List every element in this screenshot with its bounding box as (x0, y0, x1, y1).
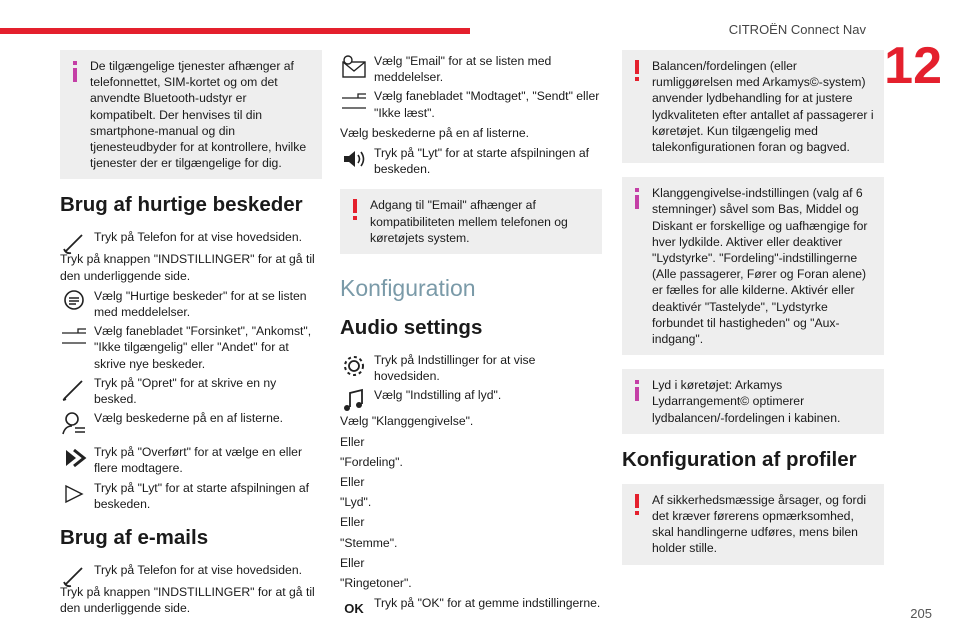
section-heading-configuration: Konfiguration (340, 275, 476, 302)
warning-box (622, 484, 884, 565)
step-quick-messages: Vælg "Hurtige beskeder" for at se listen med meddelelser. (60, 288, 322, 320)
warning-icon (346, 198, 364, 222)
section-heading-quick-messages: Brug af hurtige beskeder (60, 193, 303, 217)
paragraph: Tryk på knappen "INDSTILLINGER" for at gå til den underliggende side. (60, 252, 315, 283)
warning-box (622, 50, 884, 163)
phone-icon (60, 229, 88, 257)
step-listen-email: Tryk på "Lyt" for at starte afspilningen af beskeden. (340, 145, 602, 177)
warning-icon (628, 493, 646, 517)
header-accent-bar (0, 28, 470, 34)
info-icon (628, 186, 646, 210)
or-text: Eller (340, 475, 365, 490)
section-heading-audio-settings: Audio settings (340, 316, 483, 340)
page-number: 205 (910, 606, 932, 621)
step-email-tabs: Vælg fanebladet "Modtaget", "Sendt" eller "Ikke læst". (340, 88, 602, 120)
option-text: "Lyd". (340, 495, 372, 510)
ok-label: OK (344, 601, 364, 617)
warning-icon (628, 59, 646, 83)
warning-text: Af sikkerhedsmæssige årsager, og fordi det kræver førerens opmærksomhed, skal handlingerne udføres, mens bilen holder stille. (652, 492, 867, 556)
music-note-icon (340, 387, 368, 415)
message-list-icon (60, 288, 88, 316)
paragraph: Tryk på knappen "INDSTILLINGER" for at gå til den underliggende side. (60, 585, 315, 616)
option-text: "Stemme". (340, 535, 398, 550)
option-text: "Fordeling". (340, 454, 403, 469)
info-text: Klanggengivelse-indstillingen (valg af 6 stemninger) såvel som Bas, Middel og Diskant er forskellige og uafhængige for hver lydkilde. Aktiver eller deaktiver "Lydstyrke". "Fordeling"-indstillingerne (Alle passagerer, Fører og Foran alene) er fælles for alle kilderne. Aktivér eller deaktivér "Tastelyde", "Lydstyrke forbundet til hastigheden" og "Aux-indgang". (652, 186, 868, 347)
step-create: Tryk på "Opret" for at skrive en ny besked. (60, 375, 322, 407)
info-text: Lyd i køretøjet: Arkamys Lydarrangement© optimerer lydbalancen/-fordelingen i kabinen. (652, 378, 841, 425)
person-list-icon (60, 410, 88, 438)
or-text: Eller (340, 434, 365, 449)
gear-icon (340, 352, 368, 380)
or-text: Eller (340, 555, 365, 570)
column-1 (60, 50, 322, 620)
step-listen: Tryk på "Lyt" for at starte afspilningen af beskeden. (60, 480, 322, 512)
column-3 (622, 50, 884, 579)
or-text: Eller (340, 515, 365, 530)
info-text: De tilgængelige tjenester afhænger af telefonnettet, SIM-kortet og om det anvendte Bluetooth-udstyr er kompatibelt. Der henvises til din smartphone-manual og din tjenesteudbyder for at kontrollere, hvilke tjenester der er tilgængelige for dig. (90, 59, 307, 171)
forward-arrow-icon (60, 444, 88, 472)
phone-icon (60, 562, 88, 590)
warning-text: Adgang til "Email" afhænger af kompatibiliteten mellem telefonen og køretøjets system. (370, 198, 568, 245)
info-box (60, 50, 322, 179)
info-box (622, 369, 884, 434)
warning-text: Balancen/fordelingen (eller rumliggørelsen med Arkamys©-system) anvender lydbehandling for at justere lydkvaliteten efter antallet af passagerer i køretøjet. Kun tilgængelig med talekonfigurationen foran og bagved. (652, 59, 874, 155)
step-forward: Tryk på "Overført" for at vælge en eller flere modtagere. (60, 444, 322, 476)
info-box (622, 177, 884, 355)
section-heading-email: Brug af e-mails (60, 526, 209, 550)
info-icon (66, 59, 84, 83)
tabs-icon (60, 323, 88, 351)
paragraph: Vælg beskederne på en af listerne. (340, 125, 530, 140)
play-icon (60, 480, 88, 508)
pencil-icon (60, 375, 88, 403)
chapter-number: 12 (884, 37, 942, 95)
column-2 (340, 50, 602, 616)
section-heading-profiles: Konfiguration af profiler (622, 447, 857, 471)
step-phone-2: Tryk på Telefon for at vise hovedsiden. (60, 562, 322, 580)
warning-box (340, 189, 602, 254)
step-tabs: Vælg fanebladet "Forsinket", "Ankomst", "Ikke tilgængelig" eller "Andet" for at skrive nye beskeder. (60, 323, 322, 372)
running-header: CITROËN Connect Nav (728, 22, 866, 37)
step-ok: OK Tryk på "OK" for at gemme indstillingerne. (340, 595, 602, 613)
step-select: Vælg beskederne på en af listerne. (60, 410, 322, 428)
step-phone: Tryk på Telefon for at vise hovedsiden. (60, 229, 322, 247)
option-text: "Ringetoner". (340, 576, 412, 591)
paragraph: Vælg "Klanggengivelse". (340, 414, 474, 429)
step-sound: Vælg "Indstilling af lyd". (340, 387, 602, 405)
info-icon (628, 378, 646, 402)
step-settings: Tryk på Indstillinger for at vise hovedsiden. (340, 352, 602, 384)
speaker-icon (340, 145, 368, 173)
email-icon (340, 53, 368, 81)
tabs-icon (340, 88, 368, 116)
step-email: Vælg "Email" for at se listen med meddelelser. (340, 53, 602, 85)
